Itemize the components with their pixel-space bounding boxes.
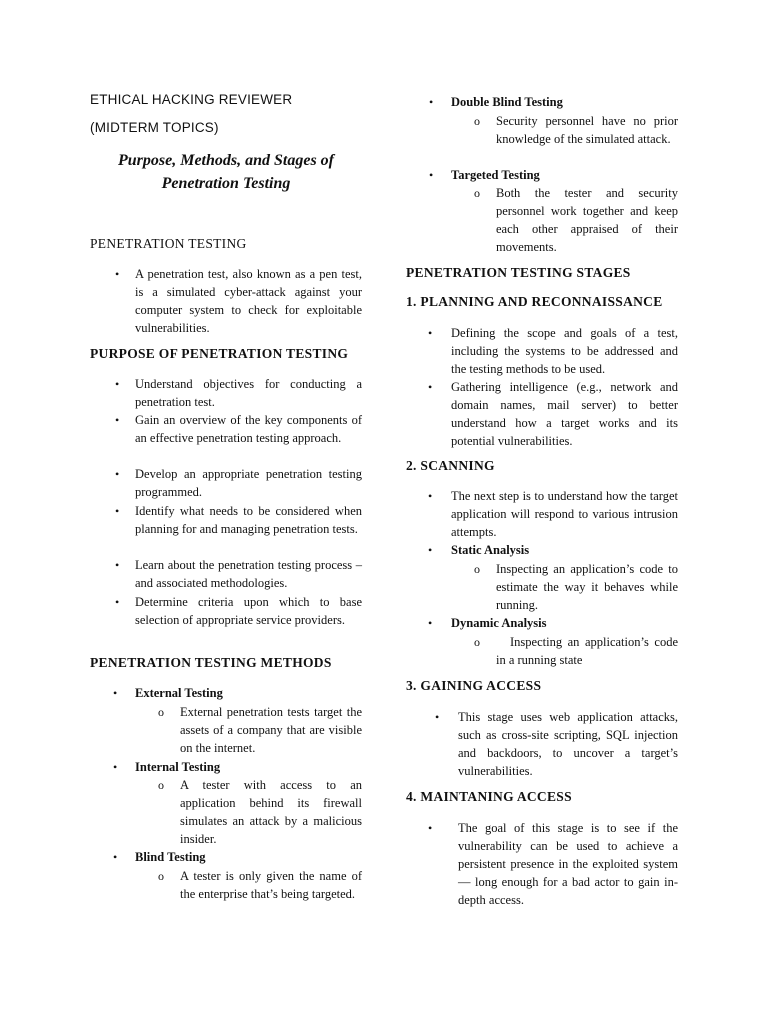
analysis-description: Inspecting an application’s code to estimate the way it behaves while running.: [496, 562, 678, 612]
bullet-icon: •: [428, 543, 433, 557]
method-description: Security personnel have no prior knowledge of the simulated attack.: [496, 114, 678, 146]
bullet-icon: •: [115, 467, 120, 481]
list-item: Develop an appropriate penetration testing programmed.: [135, 467, 362, 499]
bullet-icon: •: [115, 504, 120, 518]
sub-bullet-icon: o: [474, 114, 480, 128]
list-item: Determine criteria upon which to base selection of appropriate service providers.: [135, 595, 362, 627]
list-item: Identify what needs to be considered when planning for and managing penetration tests.: [135, 504, 362, 536]
method-description: Both the tester and security personnel work together and keep each other appraised of their movements.: [496, 186, 678, 254]
bullet-icon: •: [429, 95, 434, 109]
method-description: External penetration tests target the assets of a company that are visible on the internet.: [180, 705, 362, 755]
analysis-label-static: Static Analysis: [451, 543, 530, 557]
bullet-icon: •: [428, 326, 433, 340]
method-label-blind: Blind Testing: [135, 850, 206, 864]
section-heading-stages: PENETRATION TESTING STAGES: [406, 265, 631, 280]
section-heading-gaining-access: 3. GAINING ACCESS: [406, 678, 542, 693]
bullet-icon: •: [113, 850, 118, 864]
analysis-description: Inspecting an application’s code in a running state: [496, 635, 678, 667]
method-label-internal: Internal Testing: [135, 760, 221, 774]
section-heading-planning: 1. PLANNING AND RECONNAISSANCE: [406, 294, 663, 309]
list-item: Defining the scope and goals of a test, including the systems to be addressed and the testing methods to be used.: [451, 326, 678, 376]
bullet-icon: •: [428, 821, 433, 835]
method-description: A tester is only given the name of the enterprise that’s being targeted.: [180, 869, 362, 901]
document-title-line-2: Penetration Testing: [161, 175, 291, 192]
document-header-title: ETHICAL HACKING REVIEWER: [90, 92, 293, 107]
section-heading-methods: PENETRATION TESTING METHODS: [90, 655, 332, 670]
analysis-label-dynamic: Dynamic Analysis: [451, 616, 547, 630]
section-heading-maintaining-access: 4. MAINTANING ACCESS: [406, 789, 572, 804]
bullet-icon: •: [113, 760, 118, 774]
sub-bullet-icon: o: [474, 635, 480, 649]
bullet-icon: •: [113, 686, 118, 700]
bullet-icon: •: [428, 616, 433, 630]
document-header-subtitle: (MIDTERM TOPICS): [90, 120, 219, 135]
method-label-double-blind: Double Blind Testing: [451, 95, 563, 109]
sub-bullet-icon: o: [158, 869, 164, 883]
bullet-icon: •: [115, 413, 120, 427]
list-item: Understand objectives for conducting a penetration test.: [135, 377, 362, 409]
list-item: The goal of this stage is to see if the vulnerability can be used to achieve a persistent presence in the exploited system— long enough for a bad actor to gain in-depth access.: [458, 821, 678, 907]
bullet-icon: •: [115, 595, 120, 609]
sub-bullet-icon: o: [474, 562, 480, 576]
list-item: The next step is to understand how the target application will respond to various intrusion attempts.: [451, 489, 678, 539]
list-item: Gathering intelligence (e.g., network and domain names, mail server) to better understand how a target works and its potential vulnerabilities.: [451, 380, 678, 448]
list-item: This stage uses web application attacks, such as cross-site scripting, SQL injection and backdoors, to uncover a target’s vulnerabilities.: [458, 710, 678, 778]
sub-bullet-icon: o: [158, 705, 164, 719]
method-label-targeted: Targeted Testing: [451, 168, 540, 182]
bullet-icon: •: [115, 267, 120, 281]
method-label-external: External Testing: [135, 686, 223, 700]
bullet-icon: •: [428, 380, 433, 394]
bullet-icon: •: [435, 710, 440, 724]
sub-bullet-icon: o: [474, 186, 480, 200]
bullet-icon: •: [115, 377, 120, 391]
method-description: A tester with access to an application behind its firewall simulates an attack by a malicious insider.: [180, 778, 362, 846]
section-heading-purpose: PURPOSE OF PENETRATION TESTING: [90, 346, 349, 361]
document-title: [90, 149, 362, 195]
section-heading-scanning: 2. SCANNING: [406, 458, 495, 473]
document-title-line-1: Purpose, Methods, and Stages of: [117, 152, 335, 169]
list-item: Gain an overview of the key components of an effective penetration testing approach.: [135, 413, 362, 445]
sub-bullet-icon: o: [158, 778, 164, 792]
section-heading-penetration-testing: PENETRATION TESTING: [90, 236, 247, 251]
bullet-icon: •: [428, 489, 433, 503]
list-item: Learn about the penetration testing process – and associated methodologies.: [135, 558, 362, 590]
list-item: A penetration test, also known as a pen test, is a simulated cyber-attack against your computer system to check for exploitable vulnerabilities.: [135, 267, 362, 335]
bullet-icon: •: [429, 168, 434, 182]
bullet-icon: •: [115, 558, 120, 572]
